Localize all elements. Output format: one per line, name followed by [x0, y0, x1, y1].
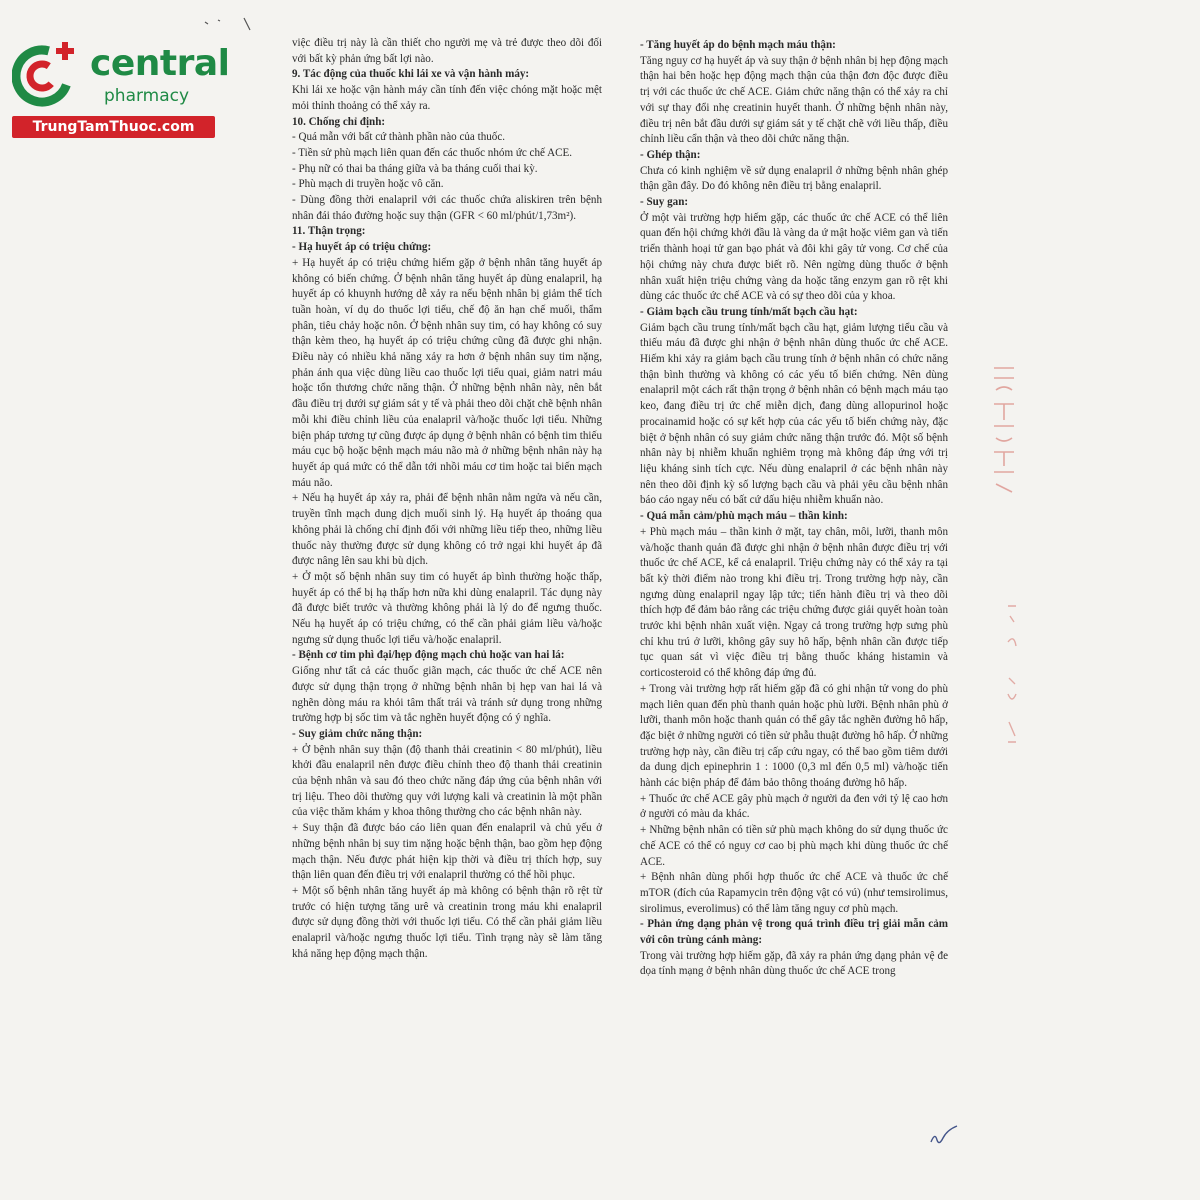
right-heading: - Suy gan: [640, 196, 689, 209]
brand-subtitle: pharmacy [104, 86, 190, 106]
pharmacy-cross-logo-icon [12, 38, 82, 108]
left-text-column [292, 36, 602, 962]
approval-stamp-mark [986, 360, 1022, 500]
left-paragraph: + Một số bệnh nhân tăng huyết áp mà không có bệnh thận rõ rệt từ trước có hiện tượng tăng urê và creatinin trong máu khi enalapril được sử dụng đồng thời với thuốc lợi tiểu. Có thể cần phải giảm liều enalapril và/hoặc ngưng thuốc lợi tiểu. Tình trạng này sẽ làm tăng khả năng hẹp động mạch thận. [292, 884, 602, 960]
left-paragraph: + Hạ huyết áp có triệu chứng hiếm gặp ở bệnh nhân tăng huyết áp không có biến chứng. Ở bệnh nhân tăng huyết áp dùng enalapril, hạ huyết áp có khuynh hướng dễ xảy ra nếu bệnh nhân bị giảm thể tích tuần hoàn, ví dụ do thuốc lợi tiểu, chế độ ăn hạn chế muối, thẩm phân, tiêu chảy hoặc nôn. Ở bệnh nhân suy tim, có hay không có suy thận kèm theo, hạ huyết áp có triệu chứng cũng đã được ghi nhận. Điều này có nhiều khả năng xảy ra hơn ở bệnh nhân suy tim nặng, phản ánh qua việc dùng liều cao thuốc lợi tiểu quai, giảm natri máu hoặc tổn thương chức năng thận. Ở những bệnh nhân này, nên bắt đầu điều trị dưới sự giám sát y tế và phải theo dõi chặt chẽ bệnh nhân mỗi khi điều chỉnh liều của enalapril và/hoặc thuốc lợi tiểu. Những biện pháp tương tự cũng được áp dụng ở bệnh nhân có bệnh tim thiếu máu cục bộ hoặc bệnh mạch máu não mà ở những bệnh nhân này hạ huyết áp quá mức có thể dẫn tới nhồi máu cơ tim hoặc tai biến mạch máu não. [292, 256, 602, 489]
left-heading: - Bệnh cơ tim phì đại/hẹp động mạch chủ hoặc van hai lá: [292, 649, 565, 662]
left-heading: - Suy giảm chức năng thận: [292, 727, 423, 740]
left-paragraph: + Ở một số bệnh nhân suy tim có huyết áp bình thường hoặc thấp, huyết áp có thể bị hạ thấp hơn nữa khi dùng enalapril. Tác dụng này đã được biết trước và thường không phải là lý do để ngưng thuốc. Nếu hạ huyết áp có triệu chứng, có thể cần phải giảm liều và/hoặc ngưng sử dụng thuốc lợi tiểu và/hoặc enalapril. [292, 570, 602, 646]
brand-name: central [90, 43, 230, 84]
left-heading: 10. Chống chỉ định: [292, 115, 386, 128]
right-heading: - Quá mẫn cảm/phù mạch máu – thần kinh: [640, 510, 848, 523]
right-paragraph: + Trong vài trường hợp rất hiếm gặp đã có ghi nhận tử vong do phù mạch liên quan đến phù thanh quản hoặc phù lưỡi. Bệnh nhân phù ở lưỡi, thanh môn hoặc thanh quản có thể gây tắc nghẽn đường hô hấp, đặc biệt ở những người có tiền sử phẫu thuật đường hô hấp. Ở những trường hợp này, cần điều trị cấp cứu ngay, có thể bao gồm tiêm dưới da dung dịch epinephrin 1 : 1000 (0,3 ml đến 0,5 ml) và/hoặc tiến hành các biện pháp để đảm bảo thông thoáng đường hô hấp. [640, 682, 948, 790]
right-heading: - Ghép thận: [640, 148, 701, 161]
right-paragraph: Tăng nguy cơ hạ huyết áp và suy thận ở bệnh nhân bị hẹp động mạch thận hai bên hoặc hẹp động mạch thận của thận đơn độc được điều trị với các thuốc ức chế ACE. Giảm chức năng thận có thể xảy ra chỉ với sự thay đổi nhẹ creatinin huyết thanh. Ở những bệnh nhân này, điều trị nên bắt đầu dưới sự giám sát y tế chặt chẽ với liều thấp, điều chỉnh liều cẩn thận và theo dõi chức năng thận. [640, 54, 948, 146]
right-paragraph: Giảm bạch cầu trung tính/mất bạch cầu hạt, giảm lượng tiểu cầu và thiếu máu đã được ghi nhận ở bệnh nhân dùng thuốc ức chế ACE. Hiếm khi xảy ra giảm bạch cầu trung tính ở bệnh nhân có chức năng thận bình thường và không có các yếu tố biến chứng. Nên dùng enalapril một cách rất thận trọng ở bệnh nhân có bệnh mạch máu tạo keo, đang điều trị ức chế miễn dịch, đang dùng allopurinol hoặc procainamid hoặc có sự kết hợp của các yếu tố biến chứng này, đặc biệt ở bệnh nhân có suy giảm chức năng thận trước đó. Một số bệnh nhân này bị nhiễm khuẩn nghiêm trọng mà không đáp ứng với trị liệu kháng sinh tích cực. Nếu dùng enalapril ở các bệnh nhân này nên theo dõi định kỳ số lượng bạch cầu và phải yêu cầu bệnh nhân báo cáo ngay nếu có bất cứ dấu hiệu nhiễm khuẩn nào. [640, 321, 948, 507]
right-paragraph: Trong vài trường hợp hiếm gặp, đã xảy ra phản ứng dạng phản vệ đe dọa tính mạng ở bệnh nhân dùng thuốc ức chế ACE trong [640, 949, 948, 978]
scan-mark [200, 14, 260, 34]
right-paragraph: + Những bệnh nhân có tiền sử phù mạch không do sử dụng thuốc ức chế ACE có thể có nguy cơ cao bị phù mạch khi dùng thuốc ức chế ACE. [640, 824, 948, 868]
left-heading: 11. Thận trọng: [292, 225, 366, 238]
right-heading: - Giảm bạch cầu trung tính/mất bạch cầu hạt: [640, 305, 858, 318]
left-paragraph: Khi lái xe hoặc vận hành máy cần tính đến việc chóng mặt hoặc mệt mỏi thỉnh thoảng có thể xảy ra. [292, 84, 602, 112]
left-paragraph: + Ở bệnh nhân suy thận (độ thanh thải creatinin < 80 ml/phút), liều khởi đầu enalapril nên được điều chỉnh theo độ thanh thải creatinin của bệnh nhân và sau đó theo chức năng đáp ứng của bệnh nhân với trị liệu. Theo dõi thường quy với lượng kali và creatinin là một phần của việc thăm khám y khoa thông thường cho các bệnh nhân này. [292, 743, 602, 819]
left-paragraph: việc điều trị này là cần thiết cho người mẹ và trẻ được theo dõi đối với bất kỳ phản ứng bất lợi nào. [292, 37, 602, 65]
right-paragraph: Chưa có kinh nghiệm về sử dụng enalapril ở những bệnh nhân ghép thận gần đây. Do đó không nên điều trị bằng enalapril. [640, 164, 948, 193]
handwritten-initials [928, 1124, 960, 1148]
right-paragraph: + Phù mạch máu – thần kinh ở mặt, tay chân, môi, lưỡi, thanh môn và/hoặc thanh quản đã được ghi nhận ở bệnh nhân được điều trị với thuốc ức chế ACE, kể cả enalapril. Triệu chứng này có thể xảy ra tại bất kỳ thời điểm nào trong khi điều trị. Trong trường hợp này, cần ngưng dùng enalapril ngay lập tức; tiến hành điều trị và theo dõi thích hợp để đảm bảo rằng các triệu chứng được giải quyết hoàn toàn trước khi bệnh nhân xuất viện. Ngay cả trong trường hợp sưng phù chỉ khu trú ở lưỡi, không gây suy hô hấp, bệnh nhân cần được tiếp tục quan sát vì việc điều trị bằng thuốc kháng histamin và corticosteroid có thể không đáp ứng đủ. [640, 525, 948, 680]
left-paragraph: - Dùng đồng thời enalapril với các thuốc chứa aliskiren trên bệnh nhân đái tháo đường hoặc suy thận (GFR < 60 ml/phút/1,73m²). [292, 194, 602, 222]
left-paragraph: - Phù mạch di truyền hoặc vô căn. [292, 178, 444, 191]
left-paragraph: + Suy thận đã được báo cáo liên quan đến enalapril và chủ yếu ở những bệnh nhân bị suy tim nặng hoặc bệnh thận, bao gồm hẹp động mạch thận. Nếu được phát hiện kịp thời và điều trị thích hợp, suy thận liên quan đến điều trị với enalapril thường có thể hồi phục. [292, 822, 602, 882]
left-paragraph: - Quá mẫn với bất cứ thành phần nào của thuốc. [292, 131, 506, 144]
left-heading: - Hạ huyết áp có triệu chứng: [292, 241, 432, 254]
right-paragraph: + Thuốc ức chế ACE gây phù mạch ở người da đen với tỷ lệ cao hơn ở người có màu da khác. [640, 792, 948, 821]
left-paragraph: Giống như tất cả các thuốc giãn mạch, các thuốc ức chế ACE nên được sử dụng thận trọng ở những bệnh nhân bị hẹp van hai lá và nghẽn dòng máu ra khỏi tâm thất trái và tránh sử dụng trong những trường hợp bị sốc tim và tắc nghẽn huyết động có ý nghĩa. [292, 665, 602, 725]
right-heading: - Phản ứng dạng phản vệ trong quá trình điều trị giải mẫn cảm với côn trùng cánh màng: [640, 918, 948, 947]
site-banner: TrungTamThuoc.com [12, 116, 215, 138]
left-paragraph: - Tiền sử phù mạch liên quan đến các thuốc nhóm ức chế ACE. [292, 146, 573, 159]
right-text-column [640, 38, 948, 980]
central-pharmacy-logo [12, 38, 230, 138]
right-paragraph: + Bệnh nhân dùng phối hợp thuốc ức chế ACE và thuốc ức chế mTOR (đích của Rapamycin trên động vật có vú) (như temsirolimus, sirolimus, everolimus) có thể làm tăng nguy cơ phù mạch. [640, 871, 948, 915]
right-paragraph: Ở một vài trường hợp hiếm gặp, các thuốc ức chế ACE có thể liên quan đến hội chứng khởi đầu là vàng da ứ mật hoặc viêm gan và tiến triển thành hoại tử gan bạo phát và đôi khi gây tử vong. Cơ chế của hội chứng này chưa được biết rõ. Nên ngừng dùng thuốc ở bệnh nhân xuất hiện triệu chứng vàng da hoặc tăng enzym gan rõ rệt khi dùng các thuốc ức chế ACE và có sự theo dõi của y khoa. [640, 211, 948, 303]
left-heading: 9. Tác động của thuốc khi lái xe và vận hành máy: [292, 68, 530, 81]
left-paragraph: + Nếu hạ huyết áp xảy ra, phải để bệnh nhân nằm ngửa và nếu cần, truyền tĩnh mạch dung dịch muối sinh lý. Hạ huyết áp thoáng qua không phải là chống chỉ định đối với những liều tiếp theo, những liều thuốc này thường được sử dụng không có trở ngại khi huyết áp đã được nâng lên sau khi bù dịch. [292, 492, 602, 568]
left-paragraph: - Phụ nữ có thai ba tháng giữa và ba tháng cuối thai kỳ. [292, 162, 538, 175]
stamp-signature-mark [1006, 602, 1018, 752]
right-heading: - Tăng huyết áp do bệnh mạch máu thận: [640, 39, 836, 51]
